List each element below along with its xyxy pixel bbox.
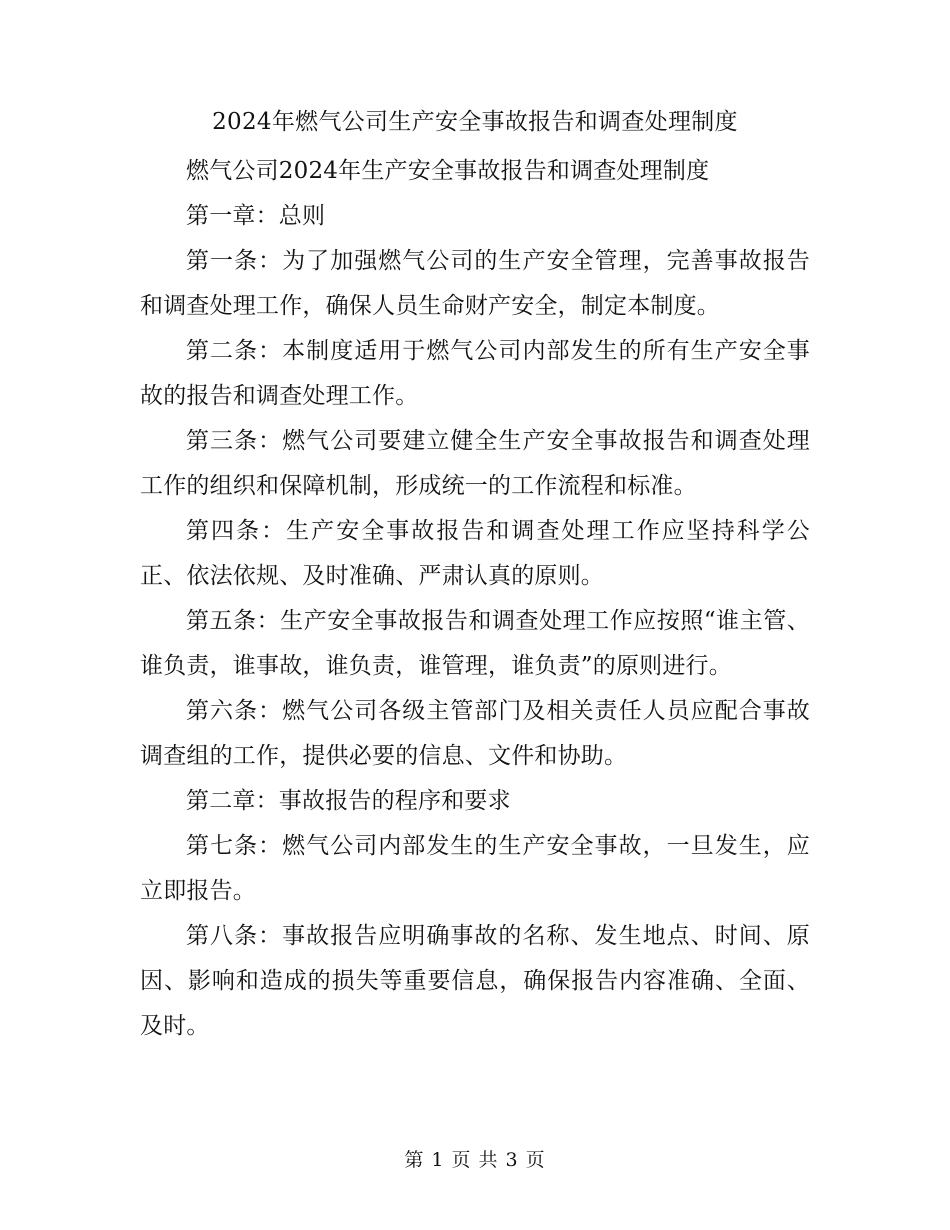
article-paragraph: 第七条：燃气公司内部发生的生产安全事故，一旦发生，应立即报告。 — [140, 833, 810, 904]
article-paragraph: 第六条：燃气公司各级主管部门及相关责任人员应配合事故调查组的工作，提供必要的信息、文件和协助。 — [140, 698, 810, 769]
chapter-heading: 第二章：事故报告的程序和要求 — [186, 788, 511, 814]
article-paragraph: 第五条：生产安全事故报告和调查处理工作应按照“谁主管、谁负责，谁事故，谁负责，谁管理，谁负责”的原则进行。 — [140, 608, 810, 679]
article-paragraph: 第三条：燃气公司要建立健全生产安全事故报告和调查处理工作的组织和保障机制，形成统一的工作流程和标准。 — [140, 428, 810, 499]
article-paragraph: 第二条：本制度适用于燃气公司内部发生的所有生产安全事故的报告和调查处理工作。 — [140, 338, 810, 409]
subtitle-paragraph: 燃气公司2024年生产安全事故报告和调查处理制度 — [186, 158, 710, 184]
page-number-footer: 第 1 页 共 3 页 — [404, 1149, 546, 1171]
article-paragraph: 第一条：为了加强燃气公司的生产安全管理，完善事故报告和调查处理工作，确保人员生命财产安全，制定本制度。 — [140, 248, 810, 319]
article-paragraph: 第四条：生产安全事故报告和调查处理工作应坚持科学公正、依法依规、及时准确、严肃认真的原则。 — [140, 518, 810, 589]
document-body — [140, 149, 810, 1049]
chapter-heading: 第一章：总则 — [186, 203, 326, 229]
article-paragraph: 第八条：事故报告应明确事故的名称、发生地点、时间、原因、影响和造成的损失等重要信息，确保报告内容准确、全面、及时。 — [140, 923, 810, 1039]
document-title: 2024年燃气公司生产安全事故报告和调查处理制度 — [212, 109, 738, 135]
